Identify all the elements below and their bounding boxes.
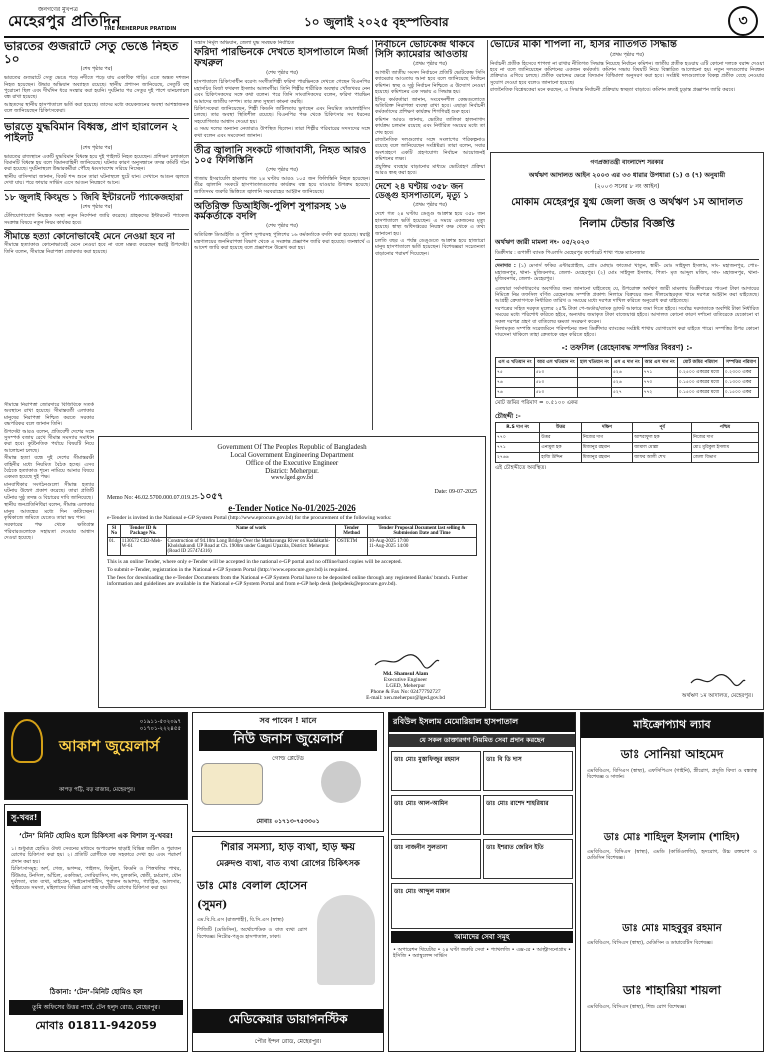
boundary-cell: মিজানুর রহমান: [581, 452, 632, 462]
tender-sl: 01.: [108, 538, 121, 556]
micro-name: মাইক্রোপ্যাথ ল্যাব: [581, 713, 763, 738]
headline-cctv: নির্বাচনে ভোটকেন্দ্র থাকবে সিসি ক্যামেরার আওতায়: [375, 40, 475, 60]
auction-act: অর্থঋণ আদালত আইন ২০০৩ এর ৩৩ ধারার উপধারা (১) ও (৭) অনুযায়ী: [528, 171, 726, 179]
schedule-cell: ০.১৫০০ একর: [723, 387, 758, 397]
issue-date: ১০ জুলাই ২০২৫ বৃহস্পতিবার: [304, 15, 449, 29]
continued-label: (শেষ পৃষ্ঠার পর): [80, 204, 113, 211]
schedule-row: [496, 377, 759, 387]
schedule-row: [496, 367, 759, 377]
schedule-header-cell: এস এ খতিয়ান নং: [496, 357, 535, 367]
doctor-photo: [317, 895, 375, 985]
schedule-cell: [577, 387, 611, 397]
micro-doctor-2-details: এমবিবিএস, বিসিএস (স্বাস্থ্য), এমডি (কার্ডিওলজি), হৃদরোগ, উচ্চ রক্তচাপ ও মেডিসিন বিশেষজ্ঞ।: [587, 849, 757, 862]
schedule-table: [495, 357, 759, 398]
akash-phone-2: ০১৭০১-২২২৪৫৫: [139, 726, 181, 732]
boundary-cell: আশরাফুল হক: [633, 432, 692, 442]
column-1: [4, 40, 189, 400]
robiul-doctor-7: ডাঃ মোঃ আব্দুল মান্নান: [391, 883, 573, 929]
ad-ten-minute-homeo: [4, 804, 188, 1052]
micro-doctor-4-details: এমবিবিএস, বিসিএস (স্বাস্থ্য), শিশু রোগ বিশেষজ্ঞ।: [587, 1004, 687, 1010]
article-body: ভারতের গুজরাটে সেতু ভেঙে পড়ে নদীতে পড়ে যায় একাধিক গাড়ি। এতে অন্তত দশজন নিহত হয়েছেন। উদ্ধার অভিযান অব্যাহত রয়েছে। স্থানীয় প্রশাসন জানিয়েছে, সেতুটি বহু পুরোনো ছিল এবং দীর্ঘদিন ধরে সংস্কার করা হয়নি। দুর্ঘটনার পর সেতুর দুই পাশে যানচলাচল বন্ধ রাখা হয়েছে। আহতদের স্থানীয় হাসপাতালে ভর্তি করা হয়েছে। তাদের মধ্যে কয়েকজনের অবস্থা আশঙ্কাজনক বলে জানিয়েছেন চিকিৎসকেরা।: [4, 75, 189, 115]
headline-border-killing: সীমান্তে হত্যা কোনোভাবেই মেনে নেওয়া হবে না: [4, 231, 175, 242]
tender-office: Office of the Executive Engineer: [245, 459, 339, 467]
homeo-address-label: ঠিকানা: ‘টেন’-মিনিট হোমিও হল: [49, 988, 143, 996]
column-1-continued: [4, 402, 94, 708]
ad-robiul-hospital: [388, 712, 576, 1052]
tender-id: 1130572 CB2-Meh-W-61: [120, 538, 166, 556]
boundary-header-cell: পূর্ব: [633, 422, 692, 432]
schedule-cell: ০.২৫০০ একরের মধ্যে: [677, 367, 723, 377]
tender-memo-no: ১০৫৭: [199, 491, 224, 501]
article-body: সীমান্তে নিরাপত্তা জোরদারে বিজিবিকে সতর্ক অবস্থানে রাখা হয়েছে। সীমান্তবর্তী এলাকার মানুষের নিরাপত্তা নিশ্চিত করতে সরকার বদ্ধপরিকর বলে জানান তিনি। উপদেষ্টা আরও বলেন, প্রতিবেশী দেশের সঙ্গে সুসম্পর্ক বজায় রেখে সীমান্ত সমস্যার সমাধান করা হবে। কূটনৈতিক পর্যায়ে বিষয়টি নিয়ে আলোচনা চলছে। সীমান্ত হত্যা বন্ধে দুই দেশের সীমান্তরক্ষী বাহিনীর মধ্যে নিয়মিত বৈঠক হচ্ছে। এসব বৈঠকে হত্যাকাণ্ড শূন্যে নামিয়ে আনার বিষয়ে একমত হয়েছে দুই পক্ষ। মানবাধিকার সংগঠনগুলো সীমান্ত হত্যার ঘটনায় উদ্বেগ প্রকাশ করেছে। তারা প্রতিটি ঘটনার সুষ্ঠু তদন্ত ও বিচারের দাবি জানিয়েছে। স্থানীয় জনপ্রতিনিধিরা বলেন, সীমান্ত এলাকার মানুষ আতঙ্কের মধ্যে দিন কাটাচ্ছেন। কৃষিকাজে জমিতে যেতেও তারা ভয় পান। সরকারের পক্ষ থেকে ক্ষতিগ্রস্ত পরিবারগুলোকে সহায়তা দেওয়ার আশ্বাস দেওয়া হয়েছে।: [4, 402, 94, 542]
medicare-address: পৌর ইন্দন রোড, মেহেরপুর।: [254, 1038, 322, 1045]
medicare-headline-1: শিরার সমস্যা, হাড় ব্যথা, হাড় ক্ষয়: [220, 842, 356, 853]
boundary-row: [496, 442, 759, 452]
newsony-name: নিউ জনাস জুয়েলার্স: [199, 730, 377, 751]
tender-memo: Memo No: 46.02.5700.000.07.019.25-: [107, 495, 200, 501]
schedule-header-cell: আর এস দাগ নং: [642, 357, 677, 367]
article-body: গাজায় ইসরায়েলি হামলায় গত ২৪ ঘণ্টায় আরও ১০৫ জন ফিলিস্তিনি নিহত হয়েছেন। তীব্র জ্বালানি সংকটে হাসপাতালগুলোর কার্যক্রম বন্ধ হয়ে যাওয়ার উপক্রম হয়েছে। জাতিসংঘ জরুরি ভিত্তিতে জ্বালানি সরবরাহের আহ্বান জানিয়েছে।: [194, 176, 370, 195]
schedule-cell: ০.১৩০০ একর: [723, 377, 758, 387]
schedule-row: [496, 387, 759, 397]
tender-header-cell: Name of work: [166, 525, 336, 538]
continued-label: (শেষ পৃষ্ঠার পর): [80, 66, 113, 73]
column-divider: [191, 40, 192, 430]
auction-signer: অর্থঋণ ১ম আদালত, মেহেরপুর।: [681, 693, 753, 699]
schedule-cell: ০.১৫০০ একরের মধ্যে: [677, 387, 723, 397]
robiul-services: আমাদের সেবা সমূহ: [391, 931, 573, 943]
ad-medicare-diagnostic: [192, 836, 384, 1052]
auction-gov: গণপ্রজাতন্ত্রী বাংলাদেশ সরকার: [590, 159, 664, 166]
boundary-header-row: [496, 422, 759, 432]
tender-header-row: [108, 525, 477, 538]
boundary-cell: উত্তর: [540, 432, 582, 442]
tender-dates: [367, 538, 476, 556]
column-3: [375, 40, 485, 435]
continued-label: (শেষ পৃষ্ঠার পর): [266, 223, 298, 230]
continued-label: (প্রথম পৃষ্ঠার পর): [610, 51, 644, 58]
robiul-sub: যে সকল ডাক্তারগণ নিয়মিত সেবা প্রদান করছেন: [389, 734, 575, 747]
column-divider: [372, 40, 373, 430]
schedule-cell: ০.১৫০০ একরের মধ্যে: [677, 377, 723, 387]
schedule-cell: ৫২৬: [612, 377, 643, 387]
schedule-cell: [577, 367, 611, 377]
schedule-cell: ০.২৩০০ একর: [723, 367, 758, 377]
schedule-cell: ৫৮০: [534, 367, 577, 377]
column-2: [194, 40, 370, 430]
headline-shapla: ভোটের মার্কা শাপলা না, ইসির নীতিগত সিদ্ধান্ত: [490, 40, 677, 50]
lged-tender-notice: [98, 436, 486, 708]
tender-title: e-Tender Notice No-01/2025-2026: [228, 503, 356, 513]
boundary-title: চৌহদ্দী :-: [495, 411, 521, 420]
headline-internet-package: ১৮ জুলাই কিংমুন্ড ১ জিবি ইন্টারনেট প্যাকেজহারা: [4, 192, 183, 203]
headline-fighter-jet: ভারতে যুদ্ধবিমান বিধ্বস্ত, প্রাণ হারালেন ২ পাইলট: [4, 120, 179, 144]
micro-doctor-3: ডাঃ মোঃ মাহবুবুর রহমান: [622, 923, 722, 934]
article-body: আগামী জাতীয় সংসদ নির্বাচনে প্রতিটি ভোটকেন্দ্র সিসি ক্যামেরার আওতায় আনা হবে বলে জানিয়েছে নির্বাচন কমিশন। স্বচ্ছ ও সুষ্ঠু নির্বাচন নিশ্চিতে এ উদ্যোগ নেওয়া হয়েছে। কমিশনের এক সভায় এ সিদ্ধান্ত হয়। ইসির কর্মকর্তারা জানান, সংবেদনশীল কেন্দ্রগুলোতে অতিরিক্ত নিরাপত্তা ব্যবস্থা রাখা হবে। এছাড়া নির্বাচনী কর্মকর্তাদের প্রশিক্ষণ কার্যক্রম শিগগিরই শুরু হবে। কমিশন আরও জানায়, ভোটার তালিকা হালনাগাদ কার্যক্রম চলমান রয়েছে এবং নির্ধারিত সময়ের মধ্যে তা শেষ হবে। রাজনৈতিক দলগুলোর সঙ্গে সংলাপের পরিকল্পনাও রয়েছে বলে জানিয়েছেন সংশ্লিষ্টরা। তারা বলেন, সবার অংশগ্রহণে একটি গ্রহণযোগ্য নির্বাচন আয়োজনই কমিশনের লক্ষ্য। প্রযুক্তির ব্যবহার বাড়ানোর মাধ্যমে ভোটগ্রহণ প্রক্রিয়া আরও স্বচ্ছ করা হবে।: [375, 69, 485, 177]
continued-label: (শেষ পৃষ্ঠার পর): [266, 70, 298, 77]
micro-doctor-1-details: এমবিবিএস, বিসিএস (স্বাস্থ্য), এফসিপিএস (গাইনি), স্ত্রীরোগ, প্রসূতি বিদ্যা ও বন্ধ্যাত্ব বিশেষজ্ঞ ও সার্জন।: [587, 768, 757, 781]
headline-police-transfer: অতিরিক্ত ডিআইজি-পুলিশ সুপারসহ ১৬ কর্মকর্তাকে বদলি: [194, 201, 347, 223]
newspaper-logo: মেহেরপুর প্রতিদিন: [8, 12, 122, 30]
tender-date-1: 10-Aug-2025 17:00: [368, 539, 409, 544]
robiul-doctor-3: ডাঃ মোঃ আল-আমিন: [391, 795, 481, 835]
boundary-cell: জামাল মোল্লা: [633, 442, 692, 452]
tender-web: www.lged.gov.bd: [270, 475, 314, 481]
akash-name: আকাশ জুয়েলার্স: [59, 737, 160, 755]
schedule-cell: ৫৮০: [534, 377, 577, 387]
robiul-doctor-2: ডাঃ বি ডি দাস: [483, 751, 573, 791]
homeo-phone: মোবাঃ 01811-942059: [35, 1019, 157, 1032]
boundary-row: [496, 432, 759, 442]
boundary-cell: মোঃ মুরিকুল ইসলাম: [691, 442, 758, 452]
article-body: হাসপাতালে চিকিৎসাধীন বরেণ্য সংগীতশিল্পী ফরিদা পারভিনকে দেখতে গেছেন বিএনপির মহাসচিব মির্জা ফখরুল ইসলাম আলমগীর। তিনি শিল্পীর শারীরিক অবস্থার খোঁজখবর নেন এবং চিকিৎসকদের সঙ্গে কথা বলেন। পরে তিনি সাংবাদিকদের বলেন, ফরিদা পারভিন আমাদের জাতীয় সম্পদ। তার দ্রুত সুস্থতা কামনা করছি। চিকিৎসকেরা জানিয়েছেন, শিল্পী কিডনি জটিলতায় ভুগছেন এবং নিয়মিত ডায়ালাইসিস চলছে। তার অবস্থা স্থিতিশীল রয়েছে। বিএনপির পক্ষ থেকে চিকিৎসার সব ধরনের সহযোগিতার আশ্বাস দেওয়া হয়। এ সময় দলের অন্যান্য নেতারাও উপস্থিত ছিলেন। তারা শিল্পীর পরিবারের সদস্যদের সঙ্গে কথা বলেন এবং সমবেদনা জানান।: [194, 79, 370, 139]
auction-debtor: দেনাদার : (১) মেসার্স ফকির এন্টারপ্রাইজ, প্রোঃ মোছাঃ ফাতেমা খাতুন, স্বামী- মোঃ সাইফুল ইসলাম, সাং- মহাজনপুর, পোঃ- মহাজনপুর, থানা- মুজিবনগর, জেলা- মেহেরপুর। (২) মোঃ সাইফুল ইসলাম, পিতা- মৃত আব্দুল মজিদ, সাং- মহাজনপুর, থানা- মুজিবনগর, জেলা- মেহেরপুর।: [495, 263, 759, 283]
tender-intro: e-Tender is invited in the National e-GP System Portal (http://www.eprocure.gov.bd) for the procurement of the following works:: [107, 515, 392, 521]
schedule-cell: ৭৬: [496, 387, 535, 397]
tender-para-2: To submit e-Tender, registration in the National e-GP System Portal (http://www.eprocure.gov.bd) is required.: [107, 567, 349, 573]
schedule-cell: ৫২৭: [612, 387, 643, 397]
medicare-degree: এম.বি.বি.এস (রাজশাহী), বি.সি.এস (স্বাস্থ্য): [197, 917, 284, 923]
article-top-snippet: সন্ত্রাস নির্মূল অভিযান, জেলা যুদ্ধ সমন্বয়ক নির্বাচিত: [194, 40, 295, 46]
schedule-header-cell: সম্পত্তির পরিমাণ: [723, 357, 758, 367]
robiul-name: রবিউল ইসলাম মেমোরিয়াল হাসপাতাল: [389, 713, 575, 732]
boundary-cell: ৭৭১: [496, 442, 540, 452]
continued-label: (প্রথম পৃষ্ঠার পর): [413, 60, 447, 67]
tender-header-cell: Tender ID & Package No.: [120, 525, 166, 538]
boundary-cell: হাজি উদ্দিন: [540, 452, 582, 462]
homeo-tagline: ‘টেন’ মিনিট হোমিও হলে চিকিৎসা এক বিশাল সু-খবর!: [18, 832, 174, 840]
boundary-footer: এই চৌহদ্দীতে অবস্থিত।: [495, 464, 547, 471]
tender-para-1: This is an online Tender, where only e-Tender will be accepted in the national e-GP portal and no offline/hard copies will be accepted.: [107, 559, 402, 565]
column-4: [490, 40, 764, 150]
auction-body: এতদ্বারা সর্বসাধারণের অবগতির জন্য জানানো যাইতেছে যে, উপরোক্ত অর্থঋণ জারী মামলায় ডিক্রীদারের পাওনা টাকা আদায়ের নিমিত্তে নিম্ন তফসিল বর্ণিত রেহেনাবদ্ধ সম্পত্তি প্রকাশ্য নিলামে বিক্রয়ের জন্য সীলমোহরকৃত খামে দরপত্র আহ্বান করা যাইতেছে। আগ্রহী ক্রেতাগণকে নির্ধারিত তারিখ ও সময়ের মধ্যে দরপত্র দাখিল করিতে অনুরোধ করা যাইতেছে। দরপত্রের সহিত দরকৃত মূল্যের ২৫% টাকা পে-অর্ডার/ব্যাংক ড্রাফট আকারে জমা দিতে হইবে। সর্বোচ্চ দরদাতাকে অবশিষ্ট টাকা নির্ধারিত সময়ের মধ্যে পরিশোধ করিতে হইবে, অন্যথায় জমাকৃত টাকা বাজেয়াপ্ত হইবে। আদালত কোনো কারণ দর্শানো ব্যতিরেকে যেকোনো বা সকল দরপত্র গ্রহণ বা বাতিলের ক্ষমতা সংরক্ষণ করেন। নিলামকৃত সম্পত্তি সরেজমিনে পরিদর্শনের জন্য ডিক্রীদার ব্যাংকের সংশ্লিষ্ট শাখায় যোগাযোগ করা যাইতে পারে। সম্পত্তির উপর কোনো দায়দেনা থাকিলে তাহা ক্রেতাকে বহন করিতে হইবে।: [495, 285, 759, 339]
auction-signature-block: [682, 671, 753, 701]
tender-signer-title: Executive Engineer: [383, 677, 428, 683]
avatar: [321, 761, 361, 803]
auction-decree-holder: ডিক্রীদার : রূপালী ব্যাংক পিএলসি মেহেরপুর কর্পোরেট শাখা পক্ষে ম্যানেজার: [495, 250, 645, 256]
akash-phone-1: ০১৯১১-৫০২০৯৭: [139, 719, 181, 725]
signature-image: [687, 671, 747, 689]
schedule-header-cell: হাল খতিয়ান নং: [577, 357, 611, 367]
tender-email: E-mail: xen.meherpur@lged.gov.bd: [366, 695, 445, 701]
tender-header-cell: Tender Proposal Document last selling & Submission Date and Time: [367, 525, 476, 538]
continued-label: (শেষ পৃষ্ঠার পর): [266, 167, 298, 173]
boundary-cell: এনামুল হক: [540, 442, 582, 452]
medicare-details: পিজিটি (মেডিসিন), অর্থোপেডিক ও বাত ব্যথা রোগ বিশেষজ্ঞ। নিটোর-পঙ্গু হাসপাতাল, ঢাকা।: [197, 927, 307, 940]
schedule-header-cell: আর এস খতিয়ান নং: [534, 357, 577, 367]
article-body: টেলিযোগাযোগ নিয়ন্ত্রক সংস্থা নতুন নির্দেশনা জারি করেছে। গ্রাহকদের ইন্টারনেট প্যাকেজ সংক্রান্ত বিষয়ে নতুন নিয়ম কার্যকর হবে।: [4, 213, 189, 226]
tender-signer-office: LGED, Meherpur: [385, 683, 426, 689]
medicare-doctor: ডাঃ মোঃ বেলাল হোসেন (সুমন): [197, 879, 308, 911]
tender-table: [107, 524, 477, 556]
micro-doctor-2: ডাঃ মোঃ শাহিদুল ইসলাম (শাহিদ): [603, 832, 741, 843]
article-body: অতিরিক্ত ডিআইজি ও পুলিশ সুপারসহ পুলিশের ১৬ কর্মকর্তাকে বদলি করা হয়েছে। স্বরাষ্ট্র মন্ত্রণালয়ের জননিরাপত্তা বিভাগ থেকে এ সংক্রান্ত প্রজ্ঞাপন জারি করা হয়েছে। জনস্বার্থে এ আদেশ জারি করা হয়েছে বলে প্রজ্ঞাপনে উল্লেখ করা হয়।: [194, 232, 370, 251]
newspaper-logo-sub: THE MEHERPUR PRATIDIN: [104, 26, 177, 32]
newsony-top: সব পাবেন ! মানে: [259, 716, 317, 725]
boundary-cell: নিজের দাগ: [691, 432, 758, 442]
homeo-body: ১। শুধুমাত্র হোমিও ঔষধ সেবনের মাধ্যমে অপারেশন ছাড়াই বিভিন্ন জটিল ও পুরাতন রোগের চিকিৎসা করা হয়। ২। প্রতিটি রোগীকে যত্ন সহকারে দেখা হয় এবং পরামর্শ প্রদান করা হয়। চিকিৎসাসমূহ: অর্শ, গেজ, ভগন্দর, পাইলস, ফিস্টুলা, কিডনি ও পিত্তথলির পাথর, টিউমার, টনসিল, আঁচিল, একজিমা, সোরিয়াসিস, দাদ, চুলকানি, শ্বেতী, চর্মরোগ, যৌন দুর্বলতা, বাত ব্যথা, মাইগ্রেন, সাইনোসাইটিস, পুরাতন আমাশয়, গ্যাস্ট্রিক, আলসার, থাইরয়েড সমস্যা, মহিলাদের বিভিন্ন রোগ সহ যাবতীয় রোগের চিকিৎসা করা হয়।: [11, 846, 181, 892]
boundary-table: [495, 422, 759, 463]
boundary-cell: জেলা বিভাগ: [691, 452, 758, 462]
newsony-phone: মোবাঃ ০১৭১৩-৭৫৩৩০১: [256, 818, 320, 825]
ad-micropath-lab: [580, 712, 764, 1052]
article-body: ভারতের রাজস্থানে একটি যুদ্ধবিমান বিধ্বস্ত হয়ে দুই পাইলট নিহত হয়েছেন। প্রশিক্ষণ চলাকালে বিমানটি বিধ্বস্ত হয় বলে বিমানবাহিনী জানিয়েছে। ঘটনার কারণ অনুসন্ধানে তদন্ত কমিটি গঠন করা হয়েছে। দুর্ঘটনাস্থলে উদ্ধারকর্মীরা পৌঁছে ধ্বংসাবশেষ সরিয়ে নিচ্ছেন। স্থানীয় বাসিন্দারা জানান, বিকট শব্দ শুনে তারা ঘটনাস্থলে ছুটে যান। সেখানে আগুন জ্বলতে দেখা যায়। পরে ফায়ার সার্ভিস এসে আগুন নিয়ন্ত্রণে আনে।: [4, 153, 189, 187]
schedule-cell: ৫২৬: [612, 367, 643, 377]
schedule-cell: ৭৬: [496, 377, 535, 387]
tender-dept: Local Government Engineering Department: [230, 451, 354, 459]
schedule-title: -: তফসিল (রেহেনাবদ্ধ সম্পত্তির বিবরণ) :-: [561, 342, 693, 352]
schedule-total: মোট জমির পরিমাণ = ০.৫১০০ একর: [495, 399, 578, 406]
boundary-header-cell: উত্তর: [540, 422, 582, 432]
ad-new-sony-jewellers: [192, 712, 384, 832]
article-body: দেশে গত ২৪ ঘণ্টায় ডেঙ্গু আক্রান্ত হয়ে ৩৫৮ জন হাসপাতালে ভর্তি হয়েছেন। এ সময়ে একজনের মৃত্যু হয়েছে। স্বাস্থ্য অধিদপ্তরের নিয়ন্ত্রণ কক্ষ থেকে এ তথ্য জানানো হয়। চলতি বছর এ পর্যন্ত ডেঙ্গুতে আক্রান্ত হয়ে হাজারো মানুষ হাসপাতালে ভর্তি হয়েছেন। বিশেষজ্ঞরা সচেতনতা বাড়ানোর পরামর্শ দিয়েছেন।: [375, 211, 485, 257]
jewelry-image: [201, 763, 263, 805]
robiul-doctor-6: ডাঃ ইশরাত জেরিন ইতি: [483, 839, 573, 879]
boundary-cell: ২৭৬৬: [496, 452, 540, 462]
tender-method: OSTETM: [336, 538, 368, 556]
schedule-cell: ৭৭০: [642, 377, 677, 387]
medicare-clinic: মেডিকেয়ার ডায়াগনস্টিক: [193, 1009, 383, 1033]
schedule-header-cell: মোট জমির পরিমাণ: [677, 357, 723, 367]
boundary-cell: জাফর আলী শেখ: [633, 452, 692, 462]
micro-doctor-3-details: এমবিবিএস, বিসিএস (স্বাস্থ্য), মেডিসিন ও ডায়াবেটিস বিশেষজ্ঞ।: [587, 940, 713, 946]
akash-address: কাপড় পট্টি, বড় বাজার, মেহেরপুর।: [59, 787, 135, 793]
continued-label: (শেষ পৃষ্ঠার পর): [80, 144, 113, 151]
robiul-doctor-1: ডাঃ মোঃ মুস্তাফিজুর রহমান: [391, 751, 481, 791]
tender-row: [108, 538, 477, 556]
auction-case-no: অর্থঋণ জারী মামলা নং- ০৫/২০২৩: [495, 238, 590, 246]
micro-doctor-1: ডাঃ সোনিয়া আহমেদ: [620, 747, 724, 761]
auction-court: মোকাম মেহেরপুর যুগ্ম জেলা জজ ও অর্থঋণ ১ম আদালত: [511, 197, 743, 208]
tender-phone: Phone & Fax No: 02477792727: [370, 689, 441, 695]
boundary-cell: নিজের দাগ: [581, 432, 632, 442]
column-divider: [487, 40, 488, 150]
schedule-cell: ৭৭২: [642, 387, 677, 397]
headline-dengue: দেশে ২৪ ঘণ্টায় ৩৫৮ জন ডেঙ্গু হাসপাতালে, মৃত্যু ১: [375, 182, 469, 202]
page-header: [4, 4, 764, 38]
tender-gov: Government Of The Peoples Republic of Bangladesh: [217, 443, 367, 451]
boundary-cell: মিজানুর রহমান: [581, 442, 632, 452]
robiul-doctor-4: ডাঃ মোঃ রাশেদ শাহরিয়ার: [483, 795, 573, 835]
homeo-title: সু-খবর!: [7, 811, 41, 826]
continued-label: (প্রথম পৃষ্ঠার পর): [413, 202, 447, 209]
schedule-cell: ৫৮০: [534, 387, 577, 397]
auction-title: নিলাম টেন্ডার বিজ্ঞপ্তি: [579, 217, 675, 230]
headline-gaza: তীব্র জ্বালানি সংকটে গাজাবাসী, নিহত আরও ১০৫ ফিলিস্তিনি: [194, 145, 367, 167]
article-body: নির্বাচনী প্রতীক হিসেবে শাপলা না রাখার নীতিগত সিদ্ধান্ত নিয়েছে নির্বাচন কমিশন। জাতীয় প্রতীক হওয়ায় এটি কোনো দলকে বরাদ্দ দেওয়া হবে না বলে জানিয়েছেন কমিশনের একজন কর্মকর্তা। কমিশন সভায় বিষয়টি নিয়ে বিস্তারিত আলোচনা হয়। নতুন দলগুলোর নিবন্ধন প্রক্রিয়াও এগিয়ে চলছে। প্রতীক বরাদ্দের ক্ষেত্রে বিদ্যমান বিধিমালা অনুসরণ করা হবে। সংশ্লিষ্ট দলগুলোকে বিকল্প প্রতীক বেছে নেওয়ার সুযোগ দেওয়া হবে বলেও জানানো হয়েছে। রাজনৈতিক বিশ্লেষকেরা মনে করছেন, এ সিদ্ধান্ত নির্বাচনী প্রক্রিয়ায় স্বচ্ছতা বাড়াবে। কমিশন দ্রুতই চূড়ান্ত প্রজ্ঞাপন জারি করবে।: [490, 60, 764, 94]
boundary-cell: ৭৭০: [496, 432, 540, 442]
tender-header-cell: Tender Method: [336, 525, 368, 538]
schedule-cell: ৭৭১: [642, 367, 677, 377]
homeo-address: তুমি অফিসের উত্তর পার্শ্বে, টেন হলুদ রোড, মেহেরপুর।: [9, 1000, 183, 1015]
headline-gujarat-bridge: ভারতের গুজরাটে সেতু ভেঙে নিহত ১০: [4, 40, 179, 66]
schedule-cell: ৭৫: [496, 367, 535, 377]
tender-header-cell: Sl No: [108, 525, 121, 538]
auction-act2: (২০০৩ সনের ৮ নং আইন): [594, 183, 660, 190]
robiul-doctor-5: ডাঃ নাজনীন সুলতানা: [391, 839, 481, 879]
tender-signer: Md. Shamsul Alam: [382, 671, 429, 677]
schedule-cell: [577, 377, 611, 387]
tender-district: District: Meherpur.: [265, 467, 319, 475]
newsony-sub: গোল্ড প্লেটেড: [272, 755, 304, 762]
headline-farida-parvin: ফরিদা পারভিনকে দেখতে হাসপাতালে মির্জা ফখরুল: [194, 47, 369, 69]
tender-signature-block: [366, 653, 445, 701]
page-number: ৩: [728, 6, 758, 36]
micro-doctor-4: ডাঃ শাহারিয়া শায়লা: [622, 983, 722, 997]
tagline: জনগণের মুখপত্র: [38, 6, 78, 13]
ad-akash-jewellers: [4, 712, 188, 800]
tender-para-3: The fees for downloading the e-Tender Documents from the National e-GP System Portal have to be deposited online through any registered Banks' branch. Further information and guidelines are available in the National e-GP System Portal and from e-GP help desk (helpdesk@eprocure.gov.bd).: [107, 575, 468, 587]
tender-date: Date: 09-07-2025: [434, 489, 477, 495]
schedule-header-row: [496, 357, 759, 367]
boundary-header-cell: দক্ষিণ: [581, 422, 632, 432]
boundary-header-cell: পশ্চিম: [691, 422, 758, 432]
medicare-headline-2: মেরুদণ্ড ব্যথা, বাত ব্যথা রোগের চিকিৎসক: [216, 859, 360, 869]
debtor-label: দেনাদার :: [495, 263, 516, 270]
robiul-services-list: • অপারেশন থিয়েটার • ২৪ ঘণ্টা জরুরি সেবা • প্যাথলজি • এক্স-রে • আল্ট্রাসনোগ্রাম • ইসিজি • অ্যাম্বুলেন্স সার্ভিস: [393, 947, 571, 960]
boundary-row: [496, 452, 759, 462]
article-body: সীমান্তে হত্যাকাণ্ড কোনোভাবেই মেনে নেওয়া হবে না বলে মন্তব্য করেছেন স্বরাষ্ট্র উপদেষ্টা। তিনি বলেন, সীমান্তে নিরাপত্তা জোরদার করা হয়েছে।: [4, 242, 189, 255]
jewelry-icon: [11, 719, 43, 763]
tender-work: Construction of 94.10m Long Bridge Over the Mathavanga River on Kodalkathi- Kholshakundi UP Road at Ch. 1900m under Gangni Upazila, District: Meherpur. (Road ID 257474316): [166, 538, 336, 556]
tender-date-2: 11-Aug-2025 14:00: [368, 544, 409, 549]
signature-image: [371, 653, 441, 669]
schedule-header-cell: এস এ দাগ নং: [612, 357, 643, 367]
auction-notice: [490, 152, 764, 710]
boundary-header-cell: R.S দাগ নং: [496, 422, 540, 432]
